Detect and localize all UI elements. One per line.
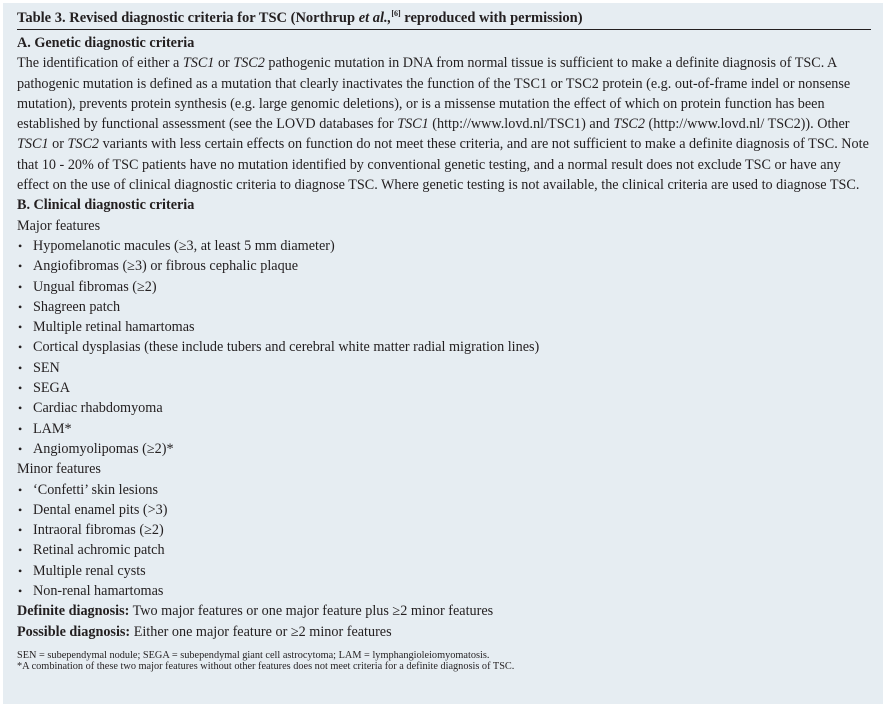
major-features-list — [17, 236, 871, 459]
bullet-icon: • — [18, 360, 23, 375]
bullet-icon: • — [18, 320, 23, 335]
genetic-heading: A. Genetic diagnostic criteria — [17, 35, 195, 51]
list-item: • ‘Confetti’ skin lesions — [17, 480, 871, 500]
bullet-icon: • — [18, 259, 23, 274]
list-item: • Multiple retinal hamartomas — [17, 317, 871, 337]
list-item: • Multiple renal cysts — [17, 561, 871, 581]
bullet-icon: • — [18, 340, 23, 355]
major-features-label: Major features — [17, 217, 101, 234]
footnote-asterisk: *A combination of these two major features without other features does not meet criteria for a definite diagnosis of TSC. — [17, 661, 515, 673]
title-suffix: reproduced with permission) — [400, 10, 583, 26]
bullet-icon: • — [18, 238, 23, 253]
title-text: Table 3. Revised diagnostic criteria for TSC (Northrup — [17, 10, 359, 26]
list-item: • LAM* — [17, 419, 871, 439]
footnotes — [17, 650, 871, 673]
list-item: • Hypomelanotic macules (≥3, at least 5 mm diameter) — [17, 236, 871, 256]
minor-features-list — [17, 480, 871, 602]
bullet-icon: • — [18, 563, 23, 578]
genetic-paragraph: The identification of either a TSC1 or TSC2 pathogenic mutation in DNA from normal tissue is sufficient to make a definite diagnosis of TSC. A pathogenic mutation is defined as a mutation that clearly inactivates the function of the TSC1 or TSC2 protein (e.g. out-of-frame indel or nonsense mutation), prevents protein synthesis (e.g. large genomic deletions), or is a missense mutation the effect of which on protein function has been established by functional assessment (see the LOVD databases for TSC1 (http://www.lovd.nl/TSC1) and TSC2 (http://www.lovd.nl/ TSC2)). Other TSC1 or TSC2 variants with less certain effects on function do not meet these criteria, and are not sufficient to make a definite diagnosis of TSC. Note that 10 - 20% of TSC patients have no mutation identified by conventional genetic testing, and a normal result does not exclude TSC or have any effect on the use of clinical diagnostic criteria to diagnose TSC. Where genetic testing is not available, the clinical criteria are used to diagnose TSC. — [17, 55, 869, 194]
bullet-icon: • — [18, 543, 23, 558]
list-item: • Non-renal hamartomas — [17, 581, 871, 601]
list-item: • Dental enamel pits (>3) — [17, 500, 871, 520]
footnote-abbreviations: SEN = subependymal nodule; SEGA = subependymal giant cell astrocytoma; LAM = lymphangioleiomyomatosis. — [17, 649, 490, 661]
title-etal: et al., — [358, 10, 392, 26]
bullet-icon: • — [18, 584, 23, 599]
bullet-icon: • — [18, 279, 23, 294]
clinical-heading: B. Clinical diagnostic criteria — [17, 197, 195, 214]
bullet-icon: • — [18, 421, 23, 436]
bullet-icon: • — [18, 401, 23, 416]
list-item: • Intraoral fibromas (≥2) — [17, 520, 871, 540]
bullet-icon: • — [18, 482, 23, 497]
table-title — [17, 9, 871, 30]
possible-diagnosis: Possible diagnosis: Either one major feature or ≥2 minor features — [17, 623, 392, 640]
bullet-icon: • — [18, 523, 23, 538]
list-item: • Angiomyolipomas (≥2)* — [17, 439, 871, 459]
bullet-icon: • — [18, 381, 23, 396]
bullet-icon: • — [18, 299, 23, 314]
definite-diagnosis: Definite diagnosis: Two major features or one major feature plus ≥2 minor features — [17, 603, 494, 620]
bullet-icon: • — [18, 502, 23, 517]
list-item: • Ungual fibromas (≥2) — [17, 277, 871, 297]
minor-features-label: Minor features — [17, 461, 101, 478]
list-item: • SEN — [17, 358, 871, 378]
table-body — [17, 33, 871, 642]
title-reference: [6] — [391, 9, 401, 18]
list-item: • Angiofibromas (≥3) or fibrous cephalic plaque — [17, 256, 871, 276]
list-item: • Shagreen patch — [17, 297, 871, 317]
list-item: • Retinal achromic patch — [17, 540, 871, 560]
list-item: • Cortical dysplasias (these include tubers and cerebral white matter radial migration lines) — [17, 337, 871, 357]
bullet-icon: • — [18, 441, 23, 456]
list-item: • SEGA — [17, 378, 871, 398]
table-panel — [3, 3, 883, 704]
list-item: • Cardiac rhabdomyoma — [17, 398, 871, 418]
